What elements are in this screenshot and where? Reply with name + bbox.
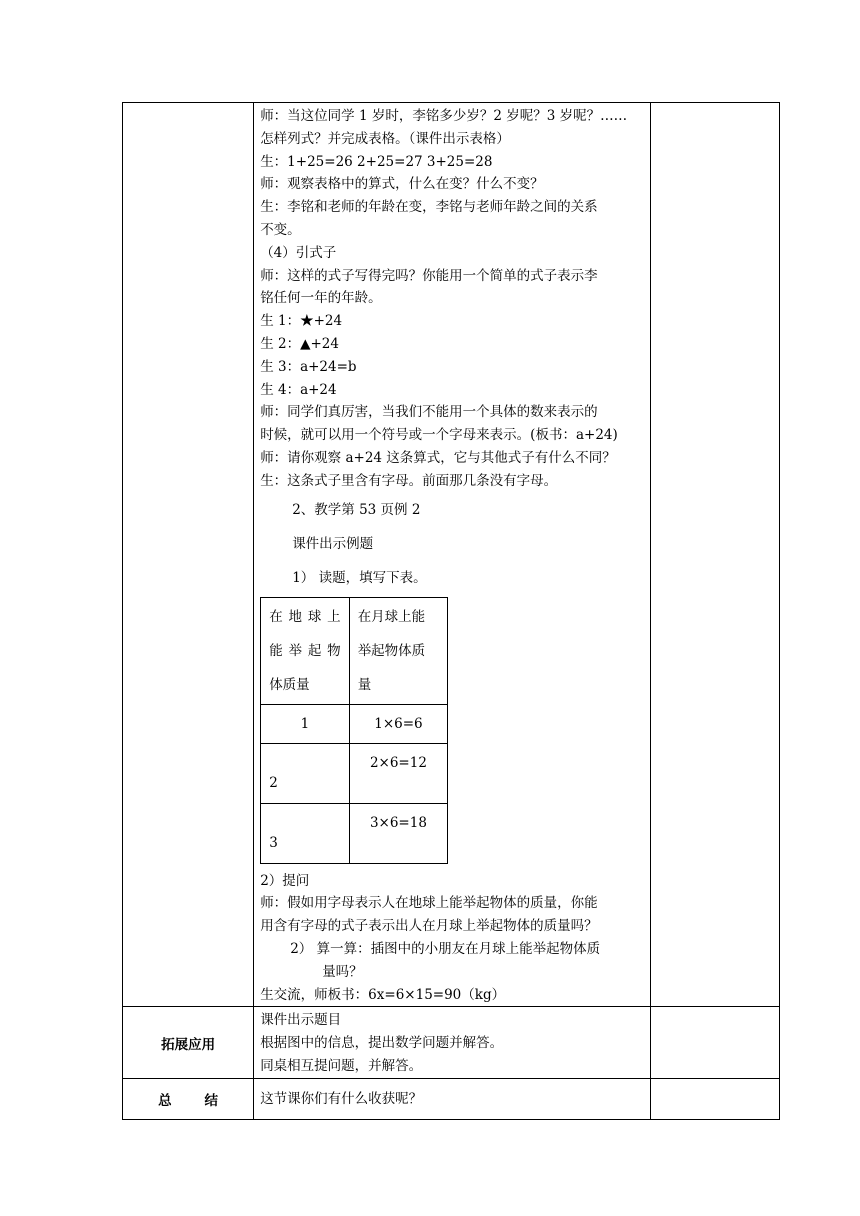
table-row bbox=[261, 743, 448, 803]
header-moon-cell bbox=[349, 597, 448, 704]
lesson-line: 时候，就可以用一个符号或一个字母来表示。(板书：a+24) bbox=[260, 427, 618, 444]
lesson-line: 怎样列式？并完成表格。（课件出示表格） bbox=[260, 130, 510, 147]
lesson-line: 不变。 bbox=[260, 221, 301, 238]
lesson-line: 生 3：a+24=b bbox=[260, 358, 357, 375]
lesson-line: （4）引式子 bbox=[260, 244, 337, 261]
header-earth-cell bbox=[261, 597, 350, 704]
expand-row bbox=[123, 1007, 780, 1078]
label-cell-empty bbox=[123, 103, 254, 1007]
moon-value-cell: 3×6=18 bbox=[349, 803, 448, 863]
teaching-process-row bbox=[123, 103, 780, 1007]
lesson-line: 生 4：a+24 bbox=[260, 381, 337, 398]
summary-label bbox=[123, 1078, 254, 1119]
header-earth-line: 能 举 起 物 bbox=[269, 642, 341, 659]
lesson-line: 师：当这位同学 1 岁时，李铭多少岁？2 岁呢？3 岁呢？…… bbox=[260, 108, 628, 124]
calc-line: 量吗？ bbox=[322, 963, 363, 980]
expand-line: 同桌相互提问题，并解答。 bbox=[260, 1057, 423, 1074]
lesson-line: 生 1：★+24 bbox=[260, 313, 343, 330]
header-moon-line: 量 bbox=[357, 676, 372, 693]
calc-line: 2） 算一算：插图中的小朋友在月球上能举起物体质 bbox=[290, 940, 601, 957]
example-show: 课件出示例题 bbox=[292, 535, 374, 552]
question-line: 师：假如用字母表示人在地球上能举起物体的质量，你能 bbox=[260, 895, 598, 912]
notes-cell bbox=[650, 103, 779, 1007]
expand-line: 根据图中的信息，提出数学问题并解答。 bbox=[260, 1035, 504, 1052]
question-line: 用含有字母的式子表示出人在月球上举起物体的质量吗？ bbox=[260, 918, 598, 935]
summary-label-text: 总 结 bbox=[158, 1092, 219, 1109]
example-title: 2、教学第 53 页例 2 bbox=[292, 501, 421, 518]
lesson-line: 生：这条式子里含有字母。前面那几条没有字母。 bbox=[260, 472, 558, 489]
earth-value: 3 bbox=[269, 834, 278, 851]
example-data-table bbox=[260, 597, 448, 864]
lesson-line: 师：观察表格中的算式，什么在变？什么不变？ bbox=[260, 176, 544, 193]
header-moon-line: 举起物体质 bbox=[357, 642, 426, 659]
lesson-line: 生：1+25=26 2+25=27 3+25=28 bbox=[260, 153, 493, 170]
expand-line: 课件出示题目 bbox=[260, 1012, 342, 1029]
answer-line: 生交流，师板书：6x=6×15=90（kg） bbox=[260, 986, 506, 1003]
lesson-plan-table bbox=[122, 102, 780, 1120]
table-row bbox=[261, 803, 448, 863]
moon-value-cell: 2×6=12 bbox=[349, 743, 448, 803]
teaching-content-cell bbox=[254, 103, 651, 1007]
expand-label: 拓展应用 bbox=[123, 1007, 254, 1078]
lesson-line: 师：同学们真厉害，当我们不能用一个具体的数来表示的 bbox=[260, 404, 598, 421]
summary-content-cell bbox=[254, 1078, 651, 1119]
summary-text: 这节课你们有什么收获呢？ bbox=[260, 1091, 423, 1108]
lesson-line: 生：李铭和老师的年龄在变，李铭与老师年龄之间的关系 bbox=[260, 199, 598, 216]
lesson-line: 铭任何一年的年龄。 bbox=[260, 290, 382, 307]
inner-table-header-row bbox=[261, 597, 448, 704]
notes-cell bbox=[650, 1007, 779, 1078]
header-earth-line: 体质量 bbox=[269, 676, 310, 693]
notes-cell bbox=[650, 1078, 779, 1119]
earth-value-cell bbox=[261, 743, 350, 803]
moon-value-cell: 1×6=6 bbox=[349, 704, 448, 743]
lesson-line: 生 2：▲+24 bbox=[260, 335, 339, 352]
example-step1: 1） 读题，填写下表。 bbox=[292, 569, 427, 586]
lesson-line: 师：这样的式子写得完吗？你能用一个简单的式子表示李 bbox=[260, 267, 598, 284]
lesson-line: 师：请你观察 a+24 这条算式，它与其他式子有什么不同？ bbox=[260, 449, 616, 466]
earth-value-cell: 1 bbox=[261, 704, 350, 743]
table-row bbox=[261, 704, 448, 743]
ask-line: 2）提问 bbox=[260, 872, 310, 889]
expand-content-cell bbox=[254, 1007, 651, 1078]
header-earth-line: 在 地 球 上 bbox=[269, 608, 341, 625]
earth-value: 2 bbox=[269, 774, 278, 791]
header-moon-line: 在月球上能 bbox=[357, 608, 426, 625]
summary-row bbox=[123, 1078, 780, 1119]
earth-value-cell bbox=[261, 803, 350, 863]
